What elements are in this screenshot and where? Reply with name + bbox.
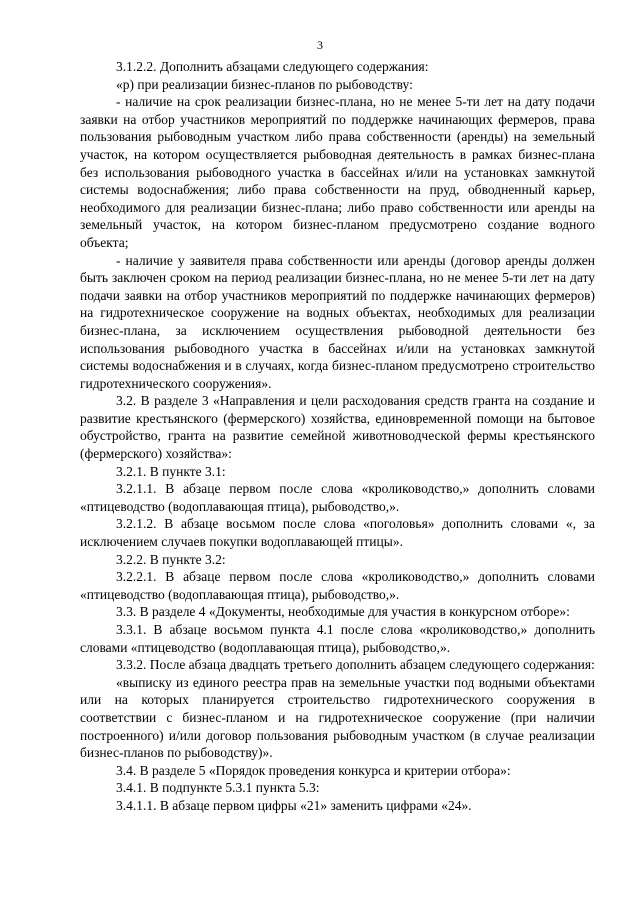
- paragraph-3-4-1: 3.4.1. В подпункте 5.3.1 пункта 5.3:: [116, 780, 320, 796]
- document-body: [80, 58, 595, 815]
- paragraph-3-3-1: 3.3.1. В абзаце восьмом пункта 4.1 после слова «кролиководство,» дополнить словами «птицеводство (водоплавающая птица), рыбоводство,».: [80, 622, 595, 655]
- paragraph-3-2: 3.2. В разделе 3 «Направления и цели расходования средств гранта на создание и развитие крестьянского (фермерского) хозяйства, единовременной помощи на бытовое обустройство, гранта на развитие семейной животноводческой фермы крестьянского (фермерского) хозяйства»:: [80, 393, 595, 462]
- paragraph-3-2-2: 3.2.2. В пункте 3.2:: [116, 551, 226, 567]
- paragraph-dash-1: - наличие на срок реализации бизнес-плана, но не менее 5-ти лет на дату подачи заявки на отбор участников мероприятий по поддержке начинающих фермеров, права пользования рыбоводным участком либо права собственности (аренды) на земельный участок, на котором осуществляется рыбоводная деятельность в рамках бизнес-плана без использования рыбоводного участка в бассейнах и/или на установках замкнутой системы водоснабжения; либо права собственности на пруд, обводненный карьер, необходимого для реализации бизнес-плана; либо право собственности или аренды на земельный участок, на котором бизнес-планом предусмотрено создание водного объекта;: [80, 94, 595, 250]
- paragraph-3-2-1-1: 3.2.1.1. В абзаце первом после слова «кролиководство,» дополнить словами «птицеводство (водоплавающая птица), рыбоводство,».: [80, 481, 595, 514]
- paragraph-3-2-2-1: 3.2.2.1. В абзаце первом после слова «кролиководство,» дополнить словами «птицеводство (водоплавающая птица), рыбоводство,».: [80, 569, 595, 602]
- paragraph-3-3: 3.3. В разделе 4 «Документы, необходимые для участия в конкурсном отборе»:: [116, 604, 570, 620]
- page-number: 3: [317, 38, 323, 52]
- paragraph-quoted-extract: «выписку из единого реестра прав на земельные участки под водными объектами или на которых планируется строительство гидротехнического сооружения в соответствии с бизнес-планом и на гидротехническое сооружение (при наличии построенного) и/или договор пользования рыбоводным участком (в случае реализации бизнес-планов по рыбоводству)».: [80, 674, 595, 761]
- paragraph-3-2-1-2: 3.2.1.2. В абзаце восьмом после слова «поголовья» дополнить словами «, за исключением случаев покупки водоплавающей птицы».: [80, 516, 595, 550]
- paragraph-3-1-2-2: 3.1.2.2. Дополнить абзацами следующего содержания:: [116, 59, 429, 74]
- paragraph-dash-2: - наличие у заявителя права собственности или аренды (договор аренды должен быть заключен сроком на период реализации бизнес-плана, но не менее 5-ти лет на дату подачи заявки на отбор участников мероприятий по поддержке начинающих фермеров) на гидротехническое сооружение на водных объектах, необходимых для реализации бизнес-плана, за исключением осуществления рыбоводной деятельности без использования рыбоводного участка в бассейнах и/или на установках замкнутой системы водоснабжения и в случаях, когда бизнес-планом предусмотрено строительство гидротехнического сооружения».: [80, 252, 595, 391]
- paragraph-item-r: «р) при реализации бизнес-планов по рыбоводству:: [116, 76, 413, 92]
- paragraph-3-4: 3.4. В разделе 5 «Порядок проведения конкурса и критерии отбора»:: [116, 762, 511, 778]
- paragraph-3-3-2: 3.3.2. После абзаца двадцать третьего дополнить абзацем следующего содержания:: [116, 657, 595, 673]
- paragraph-3-4-1-1: 3.4.1.1. В абзаце первом цифры «21» заменить цифрами «24».: [116, 797, 472, 813]
- paragraph-3-2-1: 3.2.1. В пункте 3.1:: [116, 463, 226, 479]
